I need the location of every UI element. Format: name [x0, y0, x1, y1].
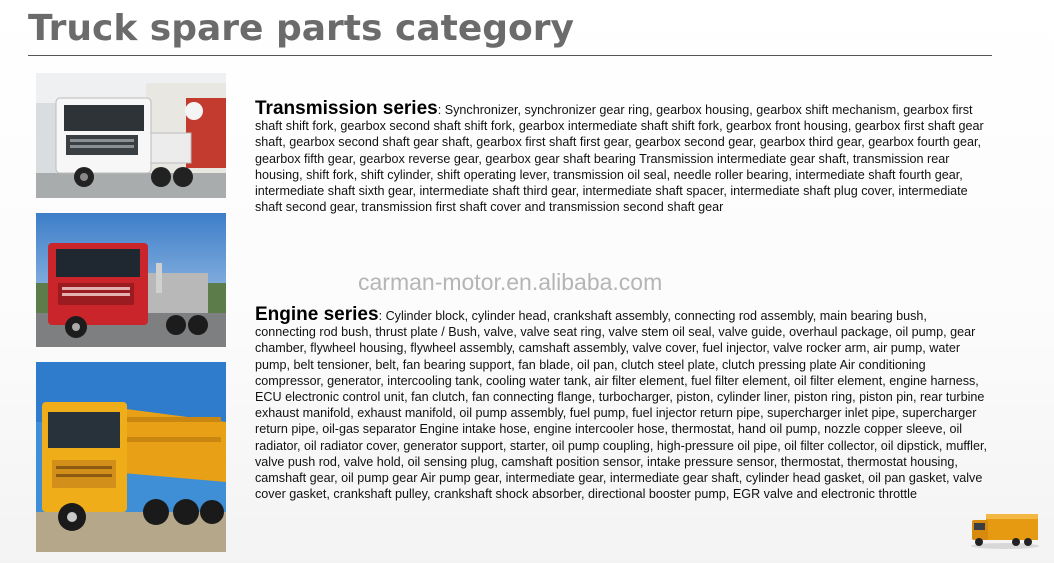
engine-series-separator: :: [378, 309, 386, 323]
transmission-series-section: [255, 98, 987, 215]
white-tractor-truck-photo: [36, 73, 226, 198]
engine-series-parts-list: Cylinder block, cylinder head, crankshaft assembly, connecting rod assembly, main bearing bush, connecting rod bush, thrust plate / Bush, valve, valve seat ring, valve stem oil seal, valve guide, overhaul package, oil pump, gear chamber, flywheel housing, flywheel assembly, camshaft assembly, valve cover, fuel injector, valve rocker arm, air pump, water pump, belt tensioner, belt, fan bearing support, fan blade, oil pan, clutch steel plate, clutch pressing plate Air conditioning compressor, generator, intercooling tank, cooling water tank, air filter element, fuel filter element, oil filter element, engine harness, ECU electronic control unit, fan clutch, fan connecting flange, turbocharger, piston, cylinder liner, piston ring, piston pin, rear turbine exhaust manifold, exhaust manifold, oil pump assembly, fuel pump, fuel injector return pipe, supercharger inlet pipe, supercharger return pipe, oil-gas separator Engine intake hose, engine intercooler hose, thermostat, hand oil pump, nozzle copper sleeve, oil radiator, oil radiator cover, generator support, starter, oil pump coupling, high-pressure oil pipe, oil filter collector, oil dipstick, muffler, valve push rod, valve hold, oil sensing plug, camshaft position sensor, intake pressure sensor, thermostat, thermostat housing, camshaft gear, oil pump gear Air pump gear, intermediate gear, intermediate gear shaft, cylinder head gasket, oil pan gasket, valve cover gasket, crankshaft pulley, crankshaft shock absorber, directional booster pump, EGR valve and electronic throttle: [255, 309, 987, 502]
yellow-dump-truck-photo: [36, 362, 226, 552]
engine-series-section: [255, 304, 987, 502]
watermark-text: carman-motor.en.alibaba.com: [358, 269, 663, 295]
title-divider: [28, 55, 992, 56]
transmission-series-parts-list: Synchronizer, synchronizer gear ring, gearbox housing, gearbox shift mechanism, gearbox first shaft shift fork, gearbox second shaft shift fork, gearbox intermediate shaft shift fork, gearbox front housing, gearbox first shaft gear shaft, gearbox second shaft gear shaft, gearbox first shaft first gear, gearbox second gear, gearbox third gear, gearbox fourth gear, gearbox fifth gear, gearbox reverse gear, gearbox gear shaft bearing Transmission intermediate gear shaft, transmission rear housing, shift fork, shift cylinder, shift operating lever, transmission oil seal, needle roller bearing, intermediate shaft fourth gear, intermediate shaft sixth gear, intermediate shaft third gear, intermediate shaft spacer, intermediate shaft plug cover, intermediate shaft second gear, transmission first shaft cover and transmission second shaft gear: [255, 103, 984, 215]
transmission-series-separator: :: [437, 103, 445, 117]
red-tractor-truck-photo: [36, 213, 226, 347]
engine-series-heading: Engine series: [255, 304, 379, 325]
page-title: Truck spare parts category: [28, 8, 574, 49]
transmission-series-heading: Transmission series: [255, 98, 438, 119]
truck-logo-icon: [968, 506, 1042, 550]
